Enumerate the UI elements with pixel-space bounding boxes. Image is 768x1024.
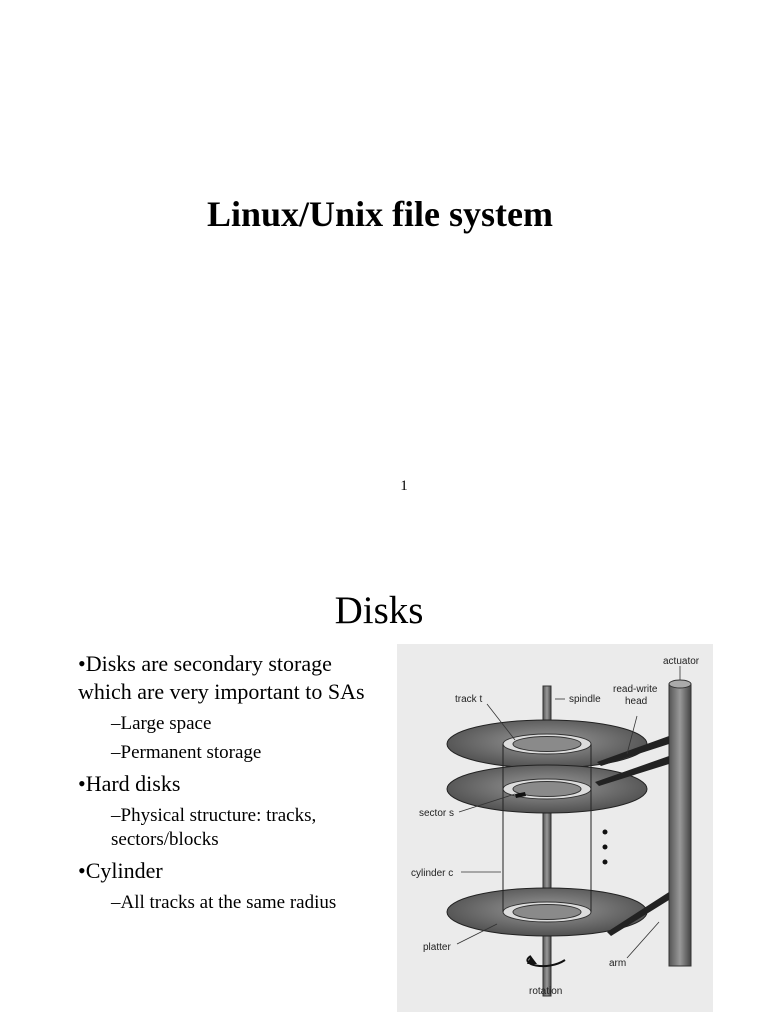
bullet-item: •Disks are secondary storage which are very important to SAs (78, 651, 365, 704)
disks-title: Disks (334, 589, 424, 632)
label-spindle: spindle (569, 694, 601, 705)
sub-bullet-item: –All tracks at the same radius (111, 892, 337, 913)
slide-title: Linux/Unix file system (206, 194, 554, 234)
label-actuator: actuator (663, 656, 700, 667)
label-cylinder: cylinder c (411, 868, 454, 879)
label-sector: sector s (419, 808, 455, 819)
disk-diagram (397, 644, 713, 1012)
bullet-item: •Hard disks (78, 771, 181, 796)
actuator-top (669, 680, 691, 688)
label-arm: arm (609, 958, 627, 969)
label-rotation: rotation (529, 986, 563, 997)
disk-diagram-svg (397, 644, 713, 1012)
sub-bullet-item: –Large space (111, 713, 212, 734)
bullet-item: •Cylinder (78, 858, 163, 883)
sub-bullet-item: –Physical structure: tracks, sectors/blocks (111, 805, 317, 850)
page-number: 1 (400, 478, 408, 494)
label-read-write: read-write (613, 684, 658, 695)
bullet-list (78, 650, 383, 920)
label-head: head (625, 696, 648, 707)
label-platter: platter (423, 942, 451, 953)
actuator-column (669, 684, 691, 966)
label-track: track t (455, 694, 483, 705)
sub-bullet-item: –Permanent storage (111, 742, 262, 763)
